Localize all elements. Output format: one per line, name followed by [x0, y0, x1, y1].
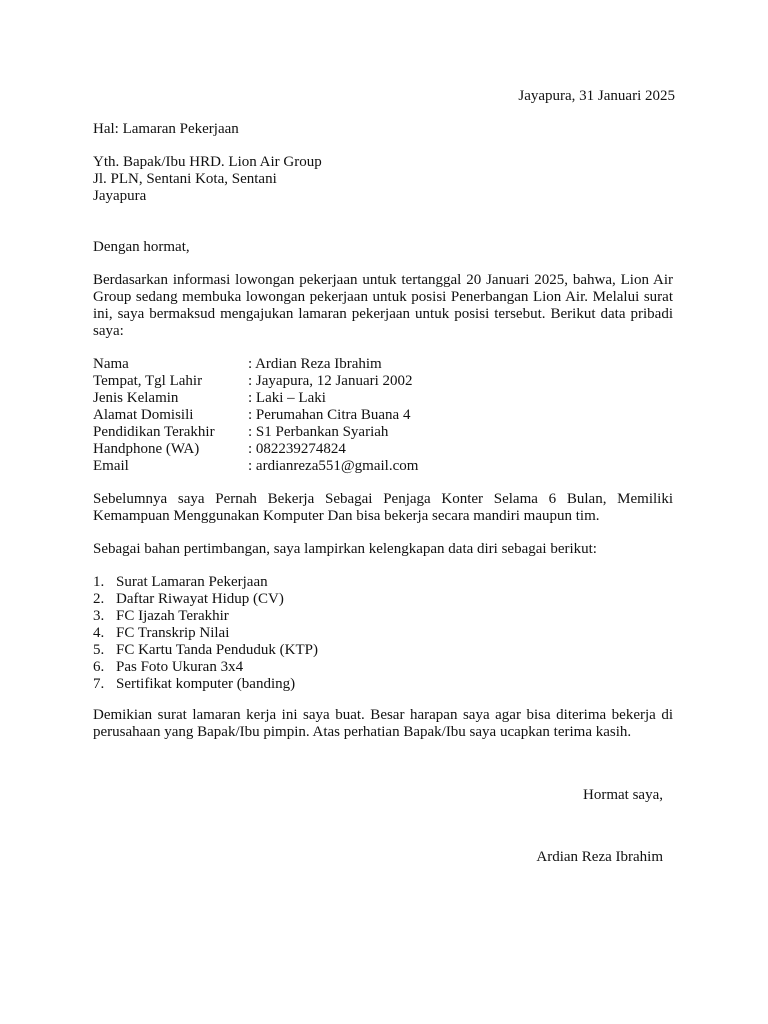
info-value: : Ardian Reza Ibrahim: [248, 356, 382, 372]
personal-info-row: [93, 441, 418, 458]
list-item: [93, 625, 318, 642]
list-number: 2.: [93, 591, 105, 607]
info-label: Jenis Kelamin: [93, 390, 179, 406]
list-text: FC Ijazah Terakhir: [116, 608, 229, 624]
list-number: 5.: [93, 642, 105, 658]
recipient-line: Jl. PLN, Sentani Kota, Sentani: [93, 171, 277, 187]
letter-subject: Hal: Lamaran Pekerjaan: [93, 121, 239, 137]
list-number: 7.: [93, 676, 105, 692]
personal-info-row: [93, 356, 418, 373]
info-label: Email: [93, 458, 129, 474]
info-value: : Perumahan Citra Buana 4: [248, 407, 411, 423]
greeting: Dengan hormat,: [93, 239, 190, 255]
info-label: Handphone (WA): [93, 441, 200, 457]
recipient-line: Jayapura: [93, 188, 147, 204]
list-item: [93, 608, 318, 625]
list-item: [93, 676, 318, 693]
closing-paragraph: Demikian surat lamaran kerja ini saya buat. Besar harapan saya agar bisa diterima bekerja di perusahaan yang Bapak/Ibu pimpin. Atas perhatian Bapak/Ibu saya ucapkan terima kasih.: [93, 707, 673, 740]
personal-info-row: [93, 458, 418, 475]
signer-name: Ardian Reza Ibrahim: [536, 849, 663, 865]
attachments-list: [93, 574, 318, 693]
list-text: Pas Foto Ukuran 3x4: [116, 659, 244, 675]
recipient-address: [93, 154, 322, 205]
personal-info-row: [93, 407, 418, 424]
info-label: Pendidikan Terakhir: [93, 424, 215, 440]
list-item: [93, 659, 318, 676]
list-text: FC Transkrip Nilai: [116, 625, 230, 641]
list-text: FC Kartu Tanda Penduduk (KTP): [116, 642, 318, 658]
info-value: : 082239274824: [248, 441, 346, 457]
info-label: Tempat, Tgl Lahir: [93, 373, 203, 389]
experience-paragraph: Sebelumnya saya Pernah Bekerja Sebagai Penjaga Konter Selama 6 Bulan, Memiliki Kemampuan Menggunakan Komputer Dan bisa bekerja secara mandiri maupun tim.: [93, 491, 673, 524]
list-number: 4.: [93, 625, 105, 641]
info-label: Nama: [93, 356, 129, 372]
recipient-line: Yth. Bapak/Ibu HRD. Lion Air Group: [93, 154, 322, 170]
personal-info-list: [93, 356, 418, 475]
personal-info-row: [93, 390, 418, 407]
list-number: 3.: [93, 608, 105, 624]
list-item: [93, 574, 318, 591]
list-text: Daftar Riwayat Hidup (CV): [116, 591, 284, 607]
info-value: : Jayapura, 12 Januari 2002: [248, 373, 413, 389]
list-text: Surat Lamaran Pekerjaan: [116, 574, 268, 590]
info-value: : ardianreza551@gmail.com: [248, 458, 419, 474]
info-value: : S1 Perbankan Syariah: [248, 424, 389, 440]
info-value: : Laki – Laki: [248, 390, 326, 406]
list-item: [93, 642, 318, 659]
list-number: 6.: [93, 659, 105, 675]
info-label: Alamat Domisili: [93, 407, 194, 423]
closing-salutation: Hormat saya,: [583, 787, 663, 803]
attachments-intro: Sebagai bahan pertimbangan, saya lampirkan kelengkapan data diri sebagai berikut:: [93, 541, 597, 557]
list-text: Sertifikat komputer (banding): [116, 676, 296, 692]
place-date: Jayapura, 31 Januari 2025: [518, 88, 675, 104]
list-item: [93, 591, 318, 608]
personal-info-row: [93, 373, 418, 390]
list-number: 1.: [93, 574, 105, 590]
opening-paragraph: Berdasarkan informasi lowongan pekerjaan untuk tertanggal 20 Januari 2025, bahwa, Lion Air Group sedang membuka lowongan pekerjaan untuk posisi Penerbangan Lion Air. Melalui surat ini, saya bermaksud mengajukan lamaran pekerjaan untuk posisi tersebut. Berikut data pribadi saya:: [93, 272, 673, 339]
personal-info-row: [93, 424, 418, 441]
